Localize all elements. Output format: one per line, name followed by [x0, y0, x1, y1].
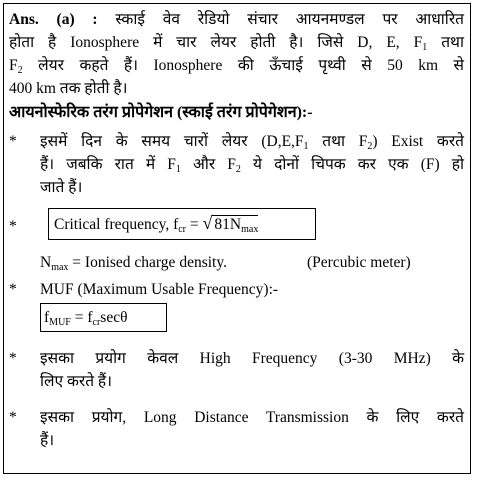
section-heading: आयनोस्फेरिक तरंग प्रोपेगेशन (स्काई तरंग प्रोपेगेशन):-: [9, 104, 313, 121]
bullet-2: *: [9, 218, 17, 235]
ans-line-4: 400 km तक होती है।: [9, 80, 128, 97]
sqrt-icon: √: [202, 213, 213, 233]
nmax-unit: (Percubic meter): [307, 254, 411, 271]
critical-frequency-formula: Critical frequency, $f_{cr}$ = √ $81N_{max}$: [48, 208, 316, 240]
bullet-4-line-1: इसका प्रयोग केवल High Frequency (3-30 MHz) के: [40, 350, 464, 367]
bullet-4: *: [9, 350, 17, 367]
ans-line-1: Ans. (a) : स्काई वेव रेडियो संचार आयनमण्डल पर आधारित: [9, 11, 464, 28]
bullet-5-line-2: हैं।: [40, 432, 55, 449]
muf-title: MUF (Maximum Usable Frequency):-: [40, 281, 279, 298]
bullet-5: *: [9, 409, 17, 426]
bullet-1-line-3: जाते हैं।: [40, 179, 83, 196]
ans-label: Ans. (a) :: [9, 11, 98, 28]
muf-formula: $f_{MUF} = f_{cr}\sec\theta$: [40, 303, 167, 332]
answer-box: [3, 3, 471, 474]
bullet-5-line-1: इसका प्रयोग, Long Distance Transmission के लिए करते: [40, 409, 464, 426]
ans-line-3: $F_2$ लेयर कहते हैं। Ionosphere की ऊँचाई पृथ्वी से 50 km से: [9, 57, 464, 76]
bullet-1: *: [9, 133, 17, 150]
bullet-4-line-2: लिए करते हैं।: [40, 373, 113, 390]
bullet-1-line-1: इसमें दिन के समय चारों लेयर ($D,E,F_1$ तथा $F_2$) Exist करते: [40, 133, 464, 152]
nmax-line: $N_{max}$ = Ionised charge density.: [40, 254, 227, 273]
bullet-1-line-2: हैं। जबकि रात में $F_1$ और $F_2$ ये दोनों चिपक कर एक (F) हो: [40, 156, 464, 175]
bullet-3: *: [9, 281, 17, 298]
ans-line-2: होता है Ionosphere में चार लेयर होती है। जिसे D, E, $F_1$ तथा: [9, 34, 464, 53]
